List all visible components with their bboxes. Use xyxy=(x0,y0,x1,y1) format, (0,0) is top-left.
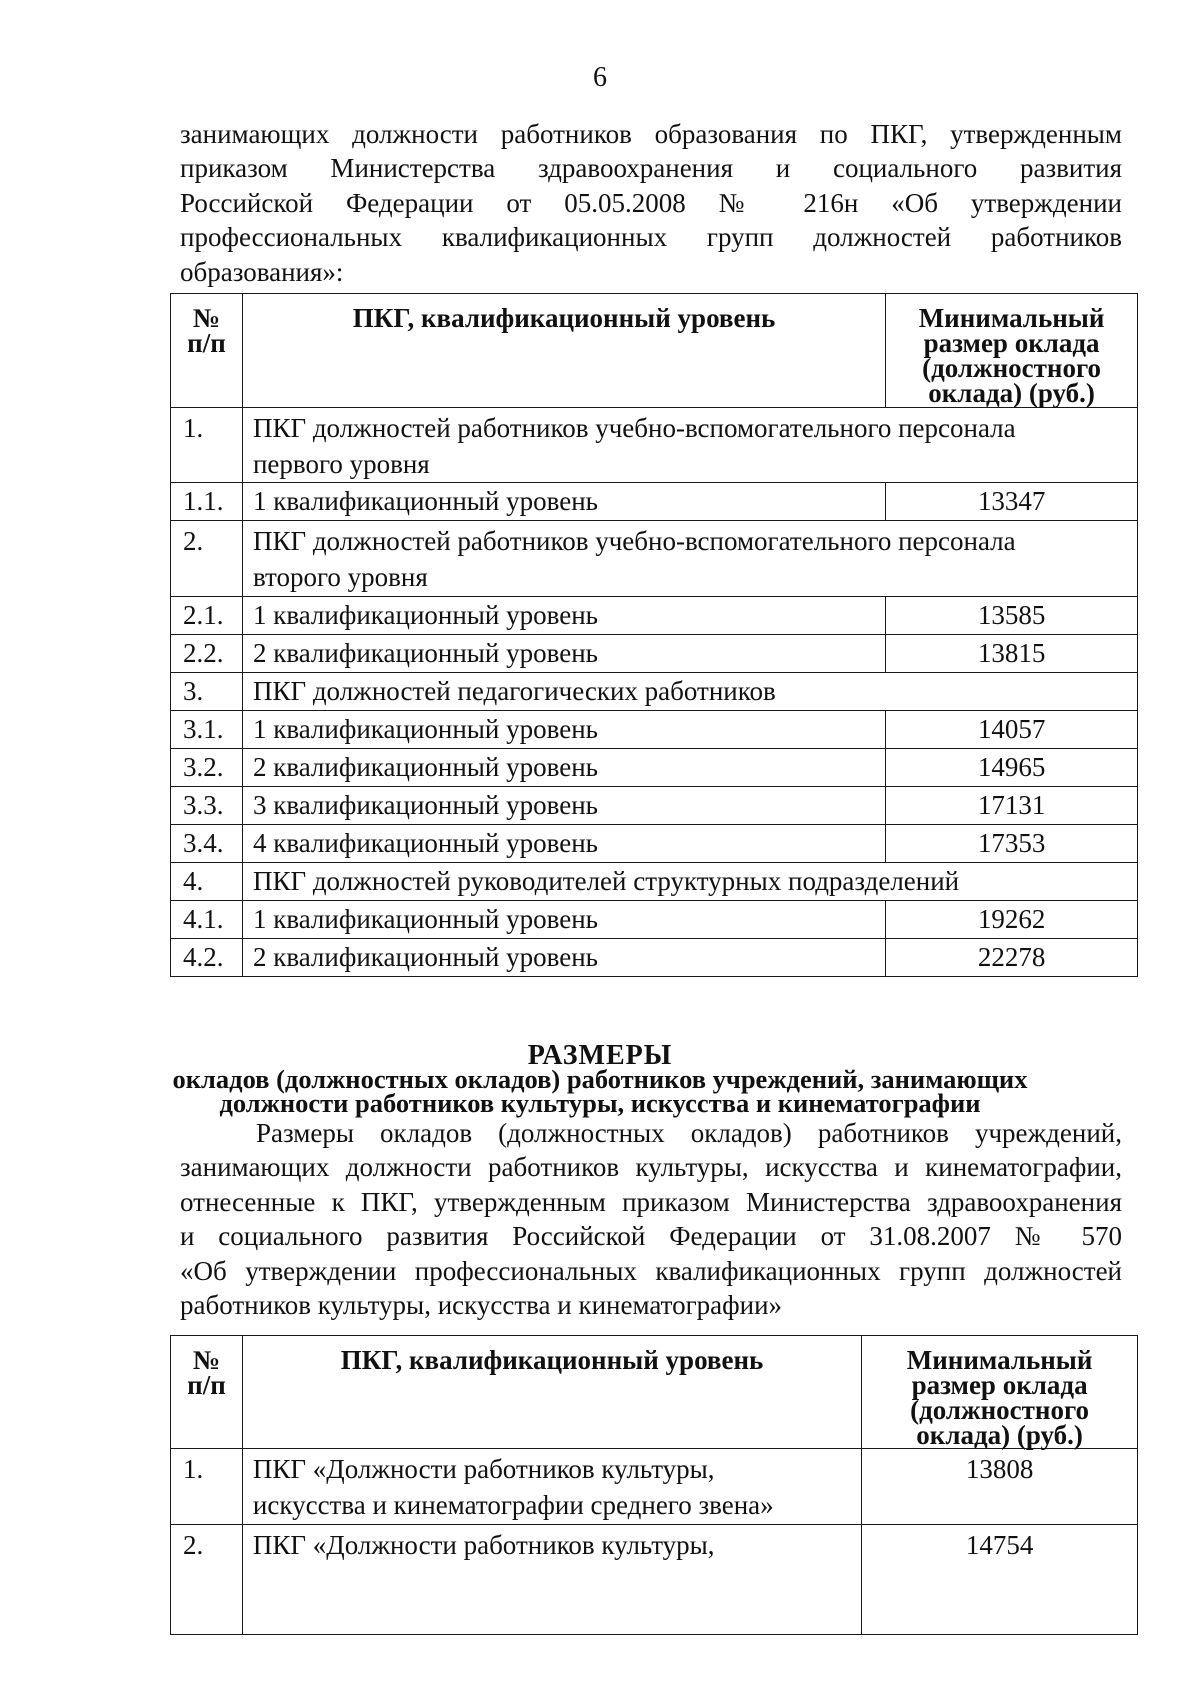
row-number: 3.1. xyxy=(171,711,243,749)
row-salary: 13585 xyxy=(886,597,1138,635)
paragraph-line: «Об утверждении профессиональных квалификационных групп должностей xyxy=(180,1255,1122,1286)
row-group-title: ПКГ должностей работников учебно-вспомогательного персонала первого уровня xyxy=(242,408,1137,483)
row-group-title: ПКГ должностей педагогических работников xyxy=(242,673,1137,711)
table-row xyxy=(171,597,1138,635)
table-header-row xyxy=(171,1336,1138,1449)
table-row xyxy=(171,483,1138,521)
page-number: 6 xyxy=(593,62,607,93)
paragraph-line: приказом Министерства здравоохранения и социального развития xyxy=(180,153,1122,184)
paragraph-line: Российской Федерации от 05.05.2008 № 216н «Об утверждении xyxy=(180,187,1122,218)
table-row xyxy=(171,635,1138,673)
paragraph-line: профессиональных квалификационных групп должностей работников xyxy=(180,222,1122,253)
table-row xyxy=(171,787,1138,825)
row-salary: 13815 xyxy=(886,635,1138,673)
salary-table-education xyxy=(170,293,1138,977)
row-level: 2 квалификационный уровень xyxy=(242,939,885,977)
header-min-salary: Минимальный размер оклада (должностного оклада) (руб.) xyxy=(862,1336,1138,1449)
row-salary: 19262 xyxy=(886,901,1138,939)
row-number: 3.2. xyxy=(171,749,243,787)
row-level: 2 квалификационный уровень xyxy=(242,635,885,673)
table-row xyxy=(171,521,1138,597)
paragraph-line: занимающих должности работников образования по ПКГ, утвержденным xyxy=(180,119,1122,149)
row-level: 1 квалификационный уровень xyxy=(242,901,885,939)
paragraph-line: отнесенные к ПКГ, утвержденным приказом Министерства здравоохранения xyxy=(180,1186,1122,1217)
row-salary: 13808 xyxy=(862,1449,1138,1525)
table-row xyxy=(171,863,1138,901)
row-number: 1. xyxy=(171,408,243,483)
row-number: 2. xyxy=(171,521,243,597)
row-number: 2.2. xyxy=(171,635,243,673)
paragraph-line: Размеры окладов (должностных окладов) работников учреждений, xyxy=(256,1118,1122,1148)
table-row xyxy=(171,1525,1138,1635)
row-number: 2. xyxy=(171,1525,243,1635)
header-min-salary: Минимальный размер оклада (должностного оклада) (руб.) xyxy=(886,294,1138,408)
table-row xyxy=(171,408,1138,483)
section-subtitle: окладов (должностных окладов) работников учреждений, занимающих xyxy=(172,1064,1028,1094)
paragraph-line: занимающих должности работников культуры, искусства и кинематографии, xyxy=(180,1152,1122,1183)
row-number: 4.2. xyxy=(171,939,243,977)
culture-paragraph xyxy=(180,1116,1122,1322)
row-group-title: ПКГ должностей работников учебно-вспомогательного персонала второго уровня xyxy=(242,521,1137,597)
header-number: № п/п xyxy=(171,1336,243,1449)
salary-table-culture xyxy=(170,1335,1138,1635)
paragraph-line: и социального развития Российской Федерации от 31.08.2007 № 570 xyxy=(180,1221,1122,1252)
table-row xyxy=(171,711,1138,749)
paragraph-line: образования»: xyxy=(180,256,344,287)
row-salary: 14754 xyxy=(862,1525,1138,1635)
row-salary: 14965 xyxy=(886,749,1138,787)
row-level: 3 квалификационный уровень xyxy=(242,787,885,825)
table-row xyxy=(171,939,1138,977)
table-row xyxy=(171,901,1138,939)
row-salary: 22278 xyxy=(886,939,1138,977)
table-row xyxy=(171,749,1138,787)
row-level: 1 квалификационный уровень xyxy=(242,711,885,749)
row-number: 3.4. xyxy=(171,825,243,863)
row-salary: 17353 xyxy=(886,825,1138,863)
row-number: 3. xyxy=(171,673,243,711)
section-title: РАЗМЕРЫ xyxy=(527,1040,673,1071)
row-number: 1.1. xyxy=(171,483,243,521)
row-group-title: ПКГ должностей руководителей структурных подразделений xyxy=(242,863,1137,901)
row-salary: 13347 xyxy=(886,483,1138,521)
table-row xyxy=(171,1449,1138,1525)
row-number: 3.3. xyxy=(171,787,243,825)
paragraph-line: работников культуры, искусства и кинематографии» xyxy=(180,1290,783,1321)
intro-paragraph xyxy=(180,117,1122,289)
row-pkg-name: ПКГ «Должности работников культуры, искусства и кинематографии среднего звена» xyxy=(242,1449,861,1525)
row-number: 1. xyxy=(171,1449,243,1525)
row-level: 1 квалификационный уровень xyxy=(242,483,885,521)
row-level: 4 квалификационный уровень xyxy=(242,825,885,863)
row-number: 2.1. xyxy=(171,597,243,635)
table-header-row xyxy=(171,294,1138,408)
header-pkg-level: ПКГ, квалификационный уровень xyxy=(242,1336,861,1449)
table-row xyxy=(171,825,1138,863)
row-pkg-name: ПКГ «Должности работников культуры, xyxy=(242,1525,861,1635)
section-subtitle: должности работников культуры, искусства и кинематографии xyxy=(219,1088,981,1118)
row-number: 4.1. xyxy=(171,901,243,939)
row-level: 1 квалификационный уровень xyxy=(242,597,885,635)
row-salary: 14057 xyxy=(886,711,1138,749)
table-row xyxy=(171,673,1138,711)
row-number: 4. xyxy=(171,863,243,901)
header-number: № п/п xyxy=(171,294,243,408)
row-salary: 17131 xyxy=(886,787,1138,825)
row-level: 2 квалификационный уровень xyxy=(242,749,885,787)
header-pkg-level: ПКГ, квалификационный уровень xyxy=(242,294,885,408)
